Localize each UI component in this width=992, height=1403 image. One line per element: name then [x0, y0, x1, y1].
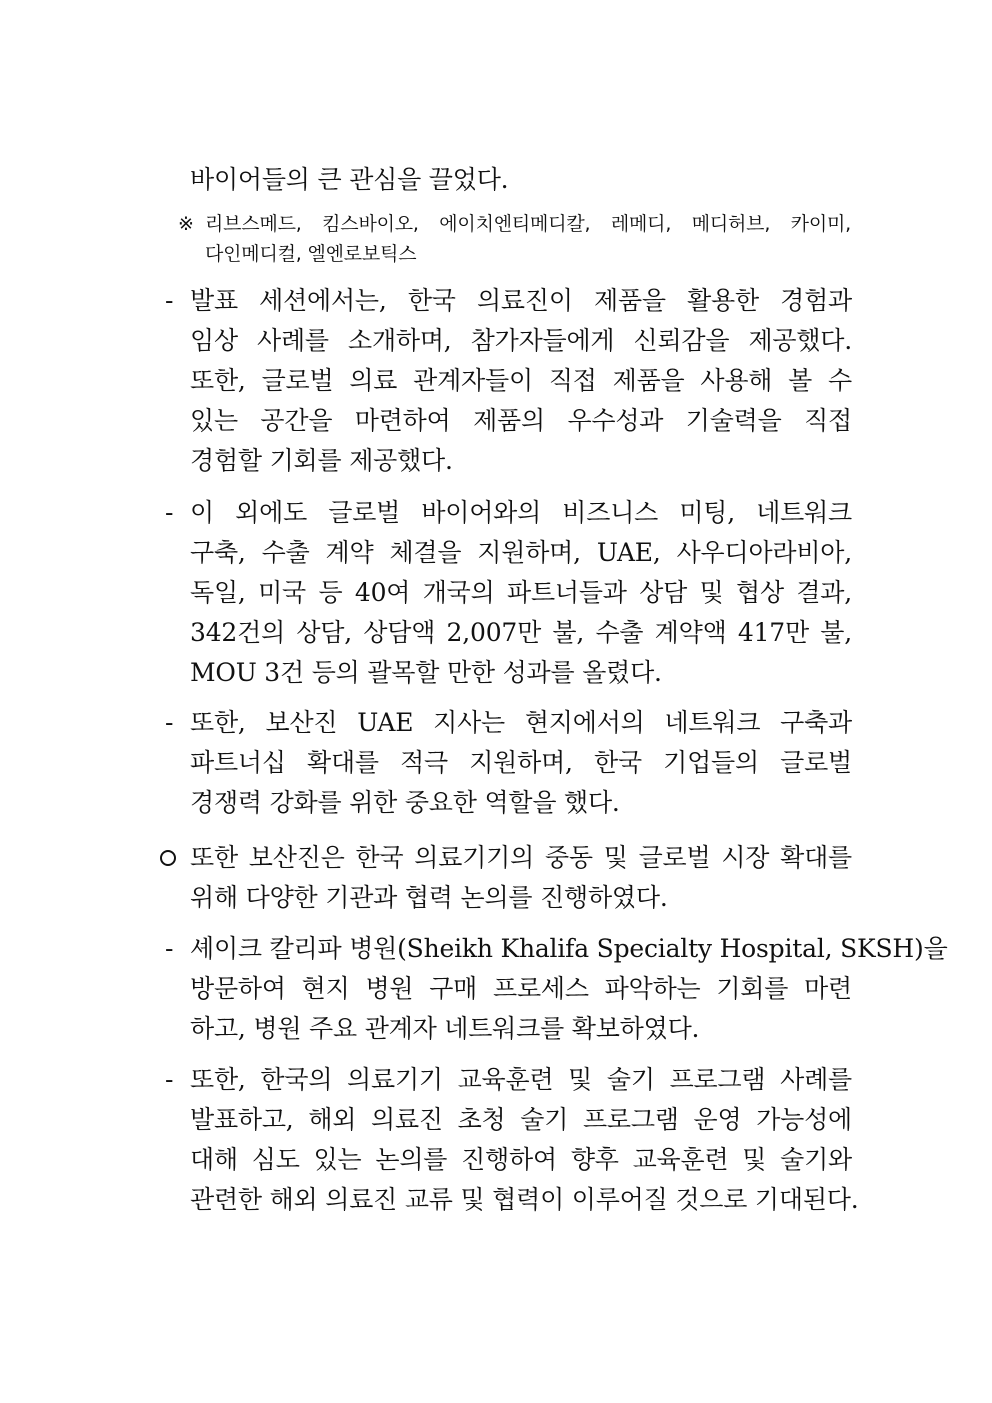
- paragraph-line: 셰이크 칼리파 병원(Sheikh Khalifa Specialty Hospital, SKSH)을: [190, 934, 948, 963]
- note-symbol: ※: [178, 213, 194, 235]
- paragraph-line: 하고, 병원 주요 관계자 네트워크를 확보하였다.: [190, 1014, 700, 1043]
- paragraph-line: 파트너십 확대를 적극 지원하며, 한국 기업들의 글로벌: [190, 748, 852, 777]
- paragraph-line: 342건의 상담, 상담액 2,007만 불, 수출 계약액 417만 불,: [190, 618, 852, 647]
- paragraph-line: 임상 사례를 소개하며, 참가자들에게 신뢰감을 제공했다.: [190, 326, 852, 355]
- bullet-dash: -: [165, 498, 174, 527]
- paragraph-line: 또한, 한국의 의료기기 교육훈련 및 술기 프로그램 사례를: [190, 1065, 852, 1094]
- paragraph-line: 또한, 보산진 UAE 지사는 현지에서의 네트워크 구축과: [190, 708, 852, 737]
- bullet-circle: [160, 850, 176, 866]
- bullet-dash: -: [165, 286, 174, 315]
- paragraph-line: 발표하고, 해외 의료진 초청 술기 프로그램 운영 가능성에: [190, 1105, 852, 1134]
- paragraph-line: 방문하여 현지 병원 구매 프로세스 파악하는 기회를 마련: [190, 974, 852, 1003]
- paragraph-line: 대해 심도 있는 논의를 진행하여 향후 교육훈련 및 술기와: [190, 1145, 852, 1174]
- paragraph-line: 경쟁력 강화를 위한 중요한 역할을 했다.: [190, 788, 620, 817]
- paragraph-line: 있는 공간을 마련하여 제품의 우수성과 기술력을 직접: [190, 406, 852, 435]
- paragraph-line: 구축, 수출 계약 체결을 지원하며, UAE, 사우디아라비아,: [190, 538, 852, 567]
- paragraph-line: 이 외에도 글로벌 바이어와의 비즈니스 미팅, 네트워크: [190, 498, 852, 527]
- paragraph-line: 또한, 글로벌 의료 관계자들이 직접 제품을 사용해 볼 수: [190, 366, 852, 395]
- paragraph-line: 관련한 해외 의료진 교류 및 협력이 이루어질 것으로 기대된다.: [190, 1185, 859, 1214]
- paragraph-line: 위해 다양한 기관과 협력 논의를 진행하였다.: [190, 883, 668, 912]
- note-line-1: 리브스메드, 킴스바이오, 에이치엔티메디칼, 레메디, 메디허브, 카이미,: [205, 213, 851, 235]
- bullet-dash: -: [165, 934, 174, 963]
- bullet-dash: -: [165, 1065, 174, 1094]
- paragraph-line: MOU 3건 등의 괄목할 만한 성과를 올렸다.: [190, 658, 662, 687]
- paragraph-line: 발표 세션에서는, 한국 의료진이 제품을 활용한 경험과: [190, 286, 852, 315]
- paragraph-line: 독일, 미국 등 40여 개국의 파트너들과 상담 및 협상 결과,: [190, 578, 852, 607]
- bullet-dash: -: [165, 708, 174, 737]
- paragraph-line: 또한 보산진은 한국 의료기기의 중동 및 글로벌 시장 확대를: [190, 843, 852, 872]
- intro-line: 바이어들의 큰 관심을 끌었다.: [190, 165, 509, 194]
- paragraph-line: 경험할 기회를 제공했다.: [190, 446, 453, 475]
- note-line-2: 다인메디컬, 엘엔로보틱스: [205, 243, 417, 265]
